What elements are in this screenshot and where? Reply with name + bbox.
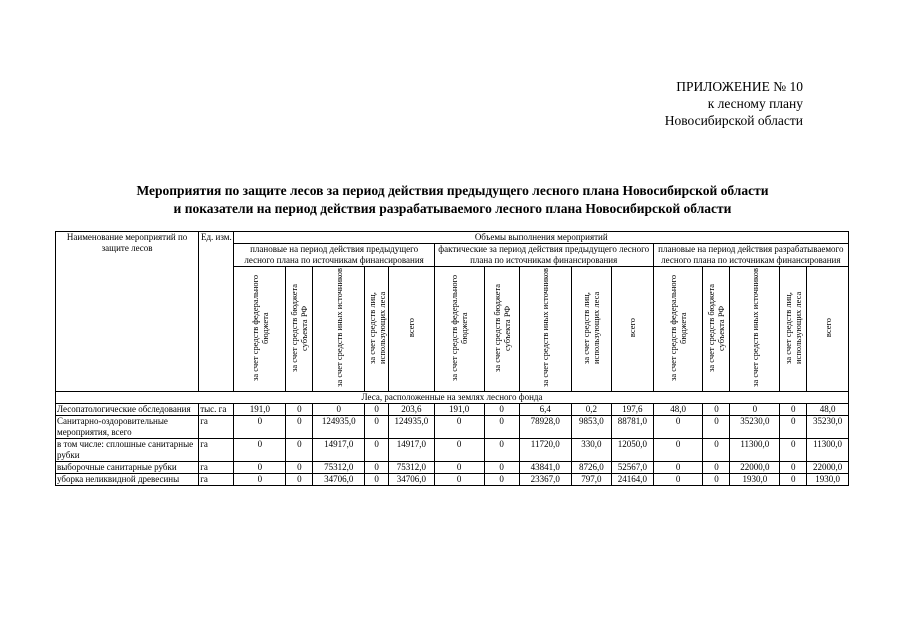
cell-value: 0 [484, 462, 519, 474]
cell-value: 34706,0 [313, 474, 365, 486]
table-row [56, 439, 849, 462]
section-row [56, 392, 849, 404]
cell-value: 0 [780, 439, 807, 462]
header-row [56, 232, 849, 244]
cell-value: 14917,0 [389, 439, 435, 462]
cell-value: 0 [484, 474, 519, 486]
cell-value: 52567,0 [612, 462, 654, 474]
cell-value: 1930,0 [807, 474, 849, 486]
group-actual-prev: фактические за период действия предыдущего лесного плана по источникам финансирования [434, 244, 653, 267]
cell-value: 0,2 [571, 404, 611, 416]
cell-value: 0 [365, 474, 389, 486]
appendix-line: Новосибирской области [664, 113, 803, 128]
source-header: за счет средств лиц, использующих леса [571, 267, 611, 392]
cell-value: 0 [434, 474, 484, 486]
cell-value: 0 [234, 439, 286, 462]
cell-value: 0 [780, 462, 807, 474]
cell-value: 191,0 [434, 404, 484, 416]
source-header: за счет средств иных источников [313, 267, 365, 392]
table-row [56, 462, 849, 474]
cell-value: 0 [286, 462, 313, 474]
cell-value: 0 [365, 462, 389, 474]
cell-value: 0 [703, 474, 730, 486]
cell-value: 75312,0 [313, 462, 365, 474]
table-row [56, 474, 849, 486]
cell-value: 0 [780, 404, 807, 416]
cell-value: 0 [434, 439, 484, 462]
cell-value: 75312,0 [389, 462, 435, 474]
cell-value: 0 [703, 462, 730, 474]
source-header: за счет средств бюджета субъекта РФ [703, 267, 730, 392]
cell-value: 78928,0 [519, 416, 571, 439]
appendix-line: ПРИЛОЖЕНИЕ № 10 [676, 79, 803, 94]
cell-value: 48,0 [807, 404, 849, 416]
source-header: всего [612, 267, 654, 392]
row-name: Санитарно-оздоровительные мероприятия, всего [56, 416, 199, 439]
table-row [56, 416, 849, 439]
cell-value: 34706,0 [389, 474, 435, 486]
cell-value: 24164,0 [612, 474, 654, 486]
cell-value: 0 [653, 462, 703, 474]
cell-value: 191,0 [234, 404, 286, 416]
cell-value: 0 [653, 474, 703, 486]
cell-value: 124935,0 [313, 416, 365, 439]
source-header: всего [807, 267, 849, 392]
cell-value: 0 [484, 416, 519, 439]
cell-value: 0 [780, 474, 807, 486]
cell-value: 11300,0 [807, 439, 849, 462]
source-header: всего [389, 267, 435, 392]
row-unit: га [199, 474, 234, 486]
cell-value: 0 [653, 439, 703, 462]
row-unit: га [199, 462, 234, 474]
cell-value: 0 [484, 439, 519, 462]
row-unit: тыс. га [199, 404, 234, 416]
cell-value: 22000,0 [807, 462, 849, 474]
title-line: и показатели на период действия разрабатываемого лесного плана Новосибирской области [173, 201, 732, 216]
cell-value: 124935,0 [389, 416, 435, 439]
cell-value: 8726,0 [571, 462, 611, 474]
measures-table [55, 231, 849, 486]
col-unit-header: Ед. изм. [199, 232, 234, 392]
row-unit: га [199, 439, 234, 462]
row-unit: га [199, 416, 234, 439]
cell-value: 0 [234, 474, 286, 486]
table-row [56, 404, 849, 416]
source-header: за счет средств лиц, использующих леса [780, 267, 807, 392]
cell-value: 11720,0 [519, 439, 571, 462]
cell-value: 9853,0 [571, 416, 611, 439]
cell-value: 0 [703, 416, 730, 439]
appendix-block [560, 78, 803, 129]
cell-value: 23367,0 [519, 474, 571, 486]
row-name: выборочные санитарные рубки [56, 462, 199, 474]
cell-value: 35230,0 [730, 416, 780, 439]
cell-value: 0 [286, 439, 313, 462]
source-header: за счет средств иных источников [730, 267, 780, 392]
cell-value: 0 [434, 416, 484, 439]
cell-value: 0 [653, 416, 703, 439]
cell-value: 0 [286, 404, 313, 416]
row-name: в том числе: сплошные санитарные рубки [56, 439, 199, 462]
cell-value: 11300,0 [730, 439, 780, 462]
cell-value: 0 [434, 462, 484, 474]
cell-value: 0 [313, 404, 365, 416]
row-name: уборка неликвидной древесины [56, 474, 199, 486]
cell-value: 797,0 [571, 474, 611, 486]
cell-value: 203,6 [389, 404, 435, 416]
cell-value: 0 [703, 439, 730, 462]
source-header: за счет средств лиц, использующих леса [365, 267, 389, 392]
document-title [40, 182, 865, 218]
source-header: за счет средств бюджета субъекта РФ [286, 267, 313, 392]
volumes-header: Объемы выполнения мероприятий [234, 232, 849, 244]
cell-value: 0 [234, 416, 286, 439]
title-line: Мероприятия по защите лесов за период действия предыдущего лесного плана Новосибирской области [136, 183, 769, 198]
source-header: за счет средств федерального бюджета [653, 267, 703, 392]
cell-value: 0 [286, 416, 313, 439]
cell-value: 6,4 [519, 404, 571, 416]
cell-value: 330,0 [571, 439, 611, 462]
source-header: за счет средств бюджета субъекта РФ [484, 267, 519, 392]
cell-value: 0 [484, 404, 519, 416]
cell-value: 0 [730, 404, 780, 416]
col-name-header: Наименование мероприятий по защите лесов [56, 232, 199, 392]
group-planned-prev: плановые на период действия предыдущего лесного плана по источникам финансирования [234, 244, 434, 267]
section-label: Леса, расположенные на землях лесного фонда [56, 392, 849, 404]
cell-value: 0 [365, 439, 389, 462]
cell-value: 0 [365, 416, 389, 439]
cell-value: 1930,0 [730, 474, 780, 486]
cell-value: 0 [286, 474, 313, 486]
table-body [56, 404, 849, 486]
group-planned-new: плановые на период действия разрабатываемого лесного плана по источникам финансирования [653, 244, 848, 267]
cell-value: 0 [234, 462, 286, 474]
source-header: за счет средств федерального бюджета [434, 267, 484, 392]
cell-value: 197,6 [612, 404, 654, 416]
cell-value: 14917,0 [313, 439, 365, 462]
cell-value: 0 [780, 416, 807, 439]
cell-value: 35230,0 [807, 416, 849, 439]
cell-value: 48,0 [653, 404, 703, 416]
cell-value: 0 [365, 404, 389, 416]
cell-value: 88781,0 [612, 416, 654, 439]
source-header: за счет средств иных источников [519, 267, 571, 392]
cell-value: 43841,0 [519, 462, 571, 474]
cell-value: 22000,0 [730, 462, 780, 474]
cell-value: 12050,0 [612, 439, 654, 462]
appendix-line: к лесному плану [707, 96, 803, 111]
cell-value: 0 [703, 404, 730, 416]
row-name: Лесопатологические обследования [56, 404, 199, 416]
source-header: за счет средств федерального бюджета [234, 267, 286, 392]
